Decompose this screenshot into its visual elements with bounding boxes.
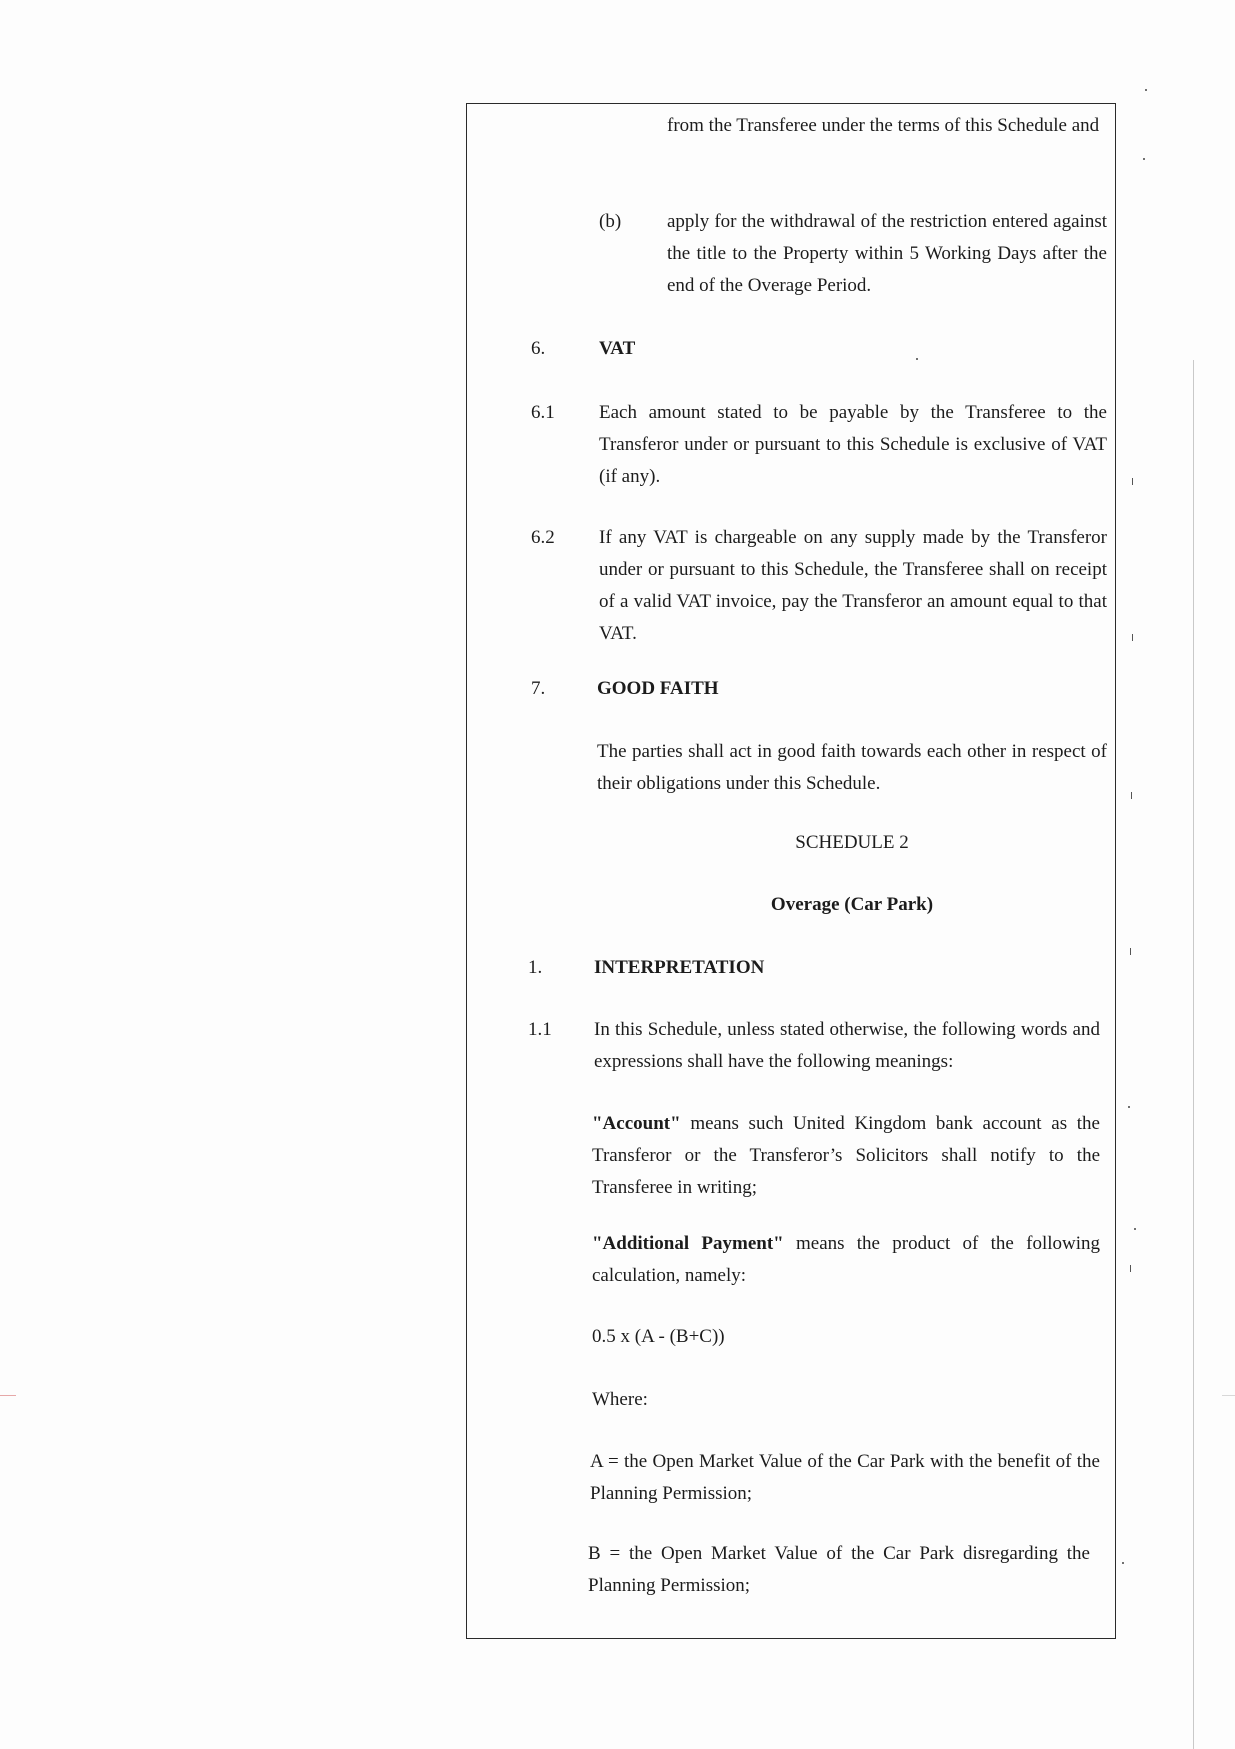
definition-account — [592, 1108, 1100, 1204]
section-1-title: INTERPRETATION — [594, 957, 765, 978]
scan-margin-mark-right — [1222, 1395, 1235, 1396]
scan-speck — [1134, 1228, 1136, 1230]
sub-clause-a-continued: from the Transferee under the terms of this Schedule and — [667, 115, 1100, 136]
where-label: Where: — [592, 1389, 648, 1410]
scan-speck — [1128, 1106, 1130, 1108]
scan-margin-mark-left — [0, 1395, 16, 1396]
clause-6-2-number: 6.2 — [531, 527, 555, 548]
definition-additional-payment-term: "Additional Payment" — [592, 1233, 784, 1254]
sub-clause-b-label: (b) — [599, 211, 622, 232]
definition-account-text: means such United Kingdom bank account as the Transferor or the Transferor’s Solicitors shall notify to the Transferee in writing; — [592, 1113, 1100, 1198]
schedule-frame — [466, 103, 1116, 1639]
scan-tick — [1130, 948, 1131, 955]
scan-tick — [1130, 1265, 1131, 1272]
section-7-title: GOOD FAITH — [597, 678, 719, 699]
definition-a: A = the Open Market Value of the Car Park with the benefit of the Planning Permission; — [590, 1451, 1100, 1504]
definition-account-term: "Account" — [592, 1113, 681, 1134]
section-6-title: VAT — [599, 338, 636, 359]
schedule-subtitle: Overage (Car Park) — [770, 894, 934, 915]
scan-speck — [1145, 89, 1147, 91]
clause-6-1-number: 6.1 — [531, 402, 555, 423]
scan-speck — [1122, 1562, 1124, 1564]
overage-formula: 0.5 x (A - (B+C)) — [592, 1326, 725, 1347]
definition-b: B = the Open Market Value of the Car Park disregarding the Planning Permission; — [588, 1543, 1090, 1596]
clause-6-1-text: Each amount stated to be payable by the Transferee to the Transferor under or pursuant to this Schedule is exclusive of VAT (if any). — [599, 402, 1107, 487]
section-1-number: 1. — [528, 957, 543, 978]
section-7-number: 7. — [531, 678, 546, 699]
definition-additional-payment-text: means the product of the following calculation, namely: — [592, 1233, 1100, 1286]
definition-additional-payment — [592, 1228, 1100, 1292]
schedule-title: SCHEDULE 2 — [795, 832, 909, 853]
clause-6-2-text: If any VAT is chargeable on any supply made by the Transferor under or pursuant to this Schedule, the Transferee shall on receipt of a valid VAT invoice, pay the Transferor an amount equal to that VAT. — [599, 527, 1107, 644]
scan-tick — [1131, 792, 1132, 799]
section-6-number: 6. — [531, 338, 546, 359]
scan-edge-line — [1193, 360, 1194, 1749]
section-7-text: The parties shall act in good faith towards each other in respect of their obligations under this Schedule. — [597, 741, 1107, 794]
sub-clause-b-text: apply for the withdrawal of the restriction entered against the title to the Property within 5 Working Days after the end of the Overage Period. — [667, 211, 1107, 296]
scan-speck — [1143, 158, 1145, 160]
clause-1-1-text: In this Schedule, unless stated otherwise, the following words and expressions shall have the following meanings: — [594, 1019, 1100, 1072]
scan-tick — [1132, 634, 1133, 641]
scan-tick — [1132, 478, 1133, 485]
clause-1-1-number: 1.1 — [528, 1019, 552, 1040]
